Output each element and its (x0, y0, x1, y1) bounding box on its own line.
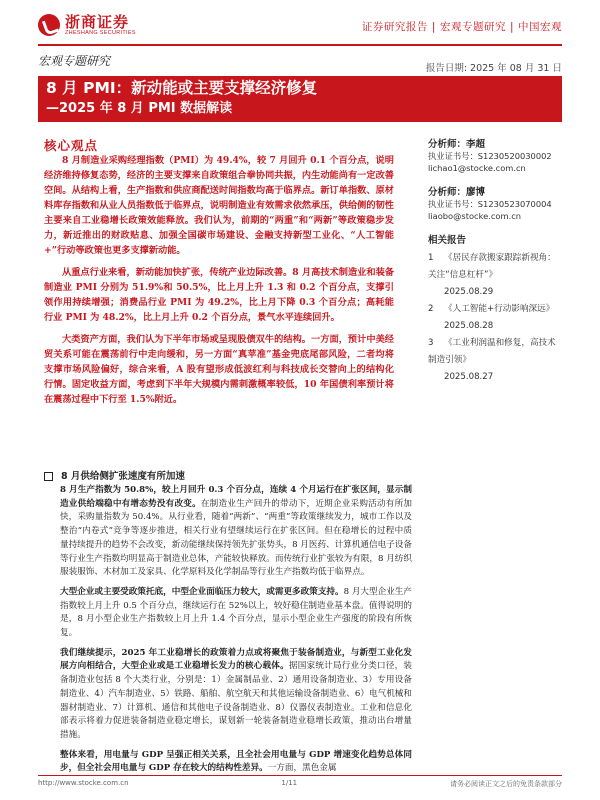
report-date: 报告日期: 2025 年 08 月 31 日 (425, 63, 562, 74)
analyst-card (428, 184, 564, 222)
logo-name-en: ZHESHANG SECURITIES (65, 30, 136, 36)
related-report-link[interactable]: 3 《工业利润温和修复，高技术制造引领》 2025.08.27 (428, 338, 556, 382)
related-reports-heading: 相关报告 (428, 235, 467, 246)
page-footer (38, 779, 562, 789)
logo-name-cn: 浙商证券 (65, 13, 130, 31)
header-divider (38, 44, 562, 46)
body-paragraph: 整体来看，用电量与 GDP 呈强正相关关系，且全社会用电量与 GDP 增速变化趋势总体同步，但全社会用电量与 GDP 存在较大的结构性差异。一方面，黑色金属 (60, 749, 412, 774)
analyst-email-link[interactable]: liaobo@stocke.com.cn (428, 211, 522, 221)
related-report-link[interactable]: 2 《人工智能+行动影响深远》 2025.08.28 (428, 304, 555, 331)
key-points-heading: 核心观点 (44, 138, 99, 153)
page-number: 1/11 (281, 779, 298, 787)
footer-website-link[interactable]: http://www.stocke.com.cn (38, 779, 129, 787)
analyst-name: 分析师：廖博 (428, 187, 486, 198)
tag-report-type: 证券研究报告 (361, 21, 428, 33)
report-category-tags: 证券研究报告 | 宏观专题研究 | 中国宏观 (361, 21, 562, 33)
tag-report-series: 宏观专题研究 (439, 21, 506, 33)
title-banner (38, 76, 562, 122)
sidebar (428, 136, 564, 386)
analyst-name: 分析师：李超 (428, 139, 486, 150)
key-points-body (44, 153, 394, 414)
body-paragraph: 大型企业或主要受政策托底，中型企业面临压力较大，或需更多政策支持。8 月大型企业生产指数较上月上升 0.5 个百分点，继续运行在 52%以上，较好稳住制造业基本盘。值得说明的是，8 月小型企业生产指数较上月上升 1.4 个百分点，显示小型企业生产强度的阶段有所恢复。 (60, 586, 412, 639)
report-title: 8 月 PMI：新动能或主要支撑经济修复 (46, 79, 318, 97)
key-point-paragraph: 8 月制造业采购经理指数（PMI）为 49.4%，较 7 月回升 0.1 个百分点，说明经济维持修复态势，经济的主要支撑来自政策组合拳协同共振，内生动能尚有一定改善空间。从结构上看，生产指数和供应商配送时间指数均高于临界点。新订单指数、原材料库存指数和从业人员指数低于临界点，说明制造业有效需求依然承压，供给侧的韧性主要来自工业稳增长政策效能释放。我们认为，前期的“两重”和“两新”等政策稳步发力，新近推出的财政贴息、加强全国碳市场建设、金融支持新型工业化、“人工智能+”行动等政策也更多支撑新动能。 (44, 155, 394, 256)
analyst-email-link[interactable]: lichao1@stocke.com.cn (428, 163, 526, 173)
section-heading: 8 月供给侧扩张速度有所加速 (44, 468, 414, 482)
footer-disclaimer: 请务必阅读正文之后的免责条款部分 (449, 780, 562, 788)
tag-report-region: 中国宏观 (518, 21, 562, 33)
checkbox-bullet-icon (44, 472, 53, 481)
section-tag: 宏观专题研究 (38, 54, 111, 68)
brand-logo (38, 14, 136, 36)
body-paragraph: 8 月生产指数为 50.8%，较上月回升 0.3 个百分点，连续 4 个月运行在扩张区间，显示制造业供给端稳中有增态势没有改变。在制造业生产回升的带动下，近期企业采购活动有所加快，采购量指数为 50.4%。从行业看，随着“两新”、“两重”等政策继续发力，城市工作以及整治“内卷式”竞争等逐步推进，相关行业有望继续运行在扩张区间。但在稳增长的过程中质量持续提升的趋势不会改变，新动能继续保持领先扩张势头，8 月医药、计算机通信电子设备等行业生产指数均明显高于制造业总体，产能较快释放。而传统行业扩张较为有限，8 月纺织服装服饰、木材加工及家具、化学原料及化学制品等行业生产指数均低于临界点。 (60, 485, 412, 578)
analyst-cert: 执业证书号：S1230523070004 (428, 199, 552, 209)
body-paragraph: 我们继续提示，2025 年工业稳增长的政策着力点或将聚焦于装备制造业，与新型工业化发展方向相结合，大型企业或是工业稳增长发力的核心载体。据国家统计局行业分类口径，装备制造业包括 8 个大类行业，分别是：1）金属制品业、2）通用设备制造业、3）专用设备制造业、4）汽车制造业、5）铁路、船舶、航空航天和其他运输设备制造业、6）电气机械和器材制造业、7）计算机、通信和其他电子设备制造业、8）仪器仪表制造业。工业和信息化部表示将着力促进装备制造业稳定增长，谋划新一轮装备制造业稳增长政策，推动出台增量措施。 (60, 647, 412, 740)
report-subtitle: —2025 年 8 月 PMI 数据解读 (46, 101, 233, 116)
analyst-cert: 执业证书号：S1230520030002 (428, 151, 552, 161)
key-point-paragraph: 从重点行业来看，新动能加快扩张，传统产业边际改善。8 月高技术制造业和装备制造业 PMI 分别为 51.9%和 50.5%，比上月上升 1.3 和 0.2 个百分点，支撑引领作用持续增强；消费品行业 PMI 为 49.2%，比上月下降 0.3 个百分点；高耗能行业 PMI 为 48.2%，比上月上升 0.2 个百分点，景气水平连续回升。 (44, 267, 394, 323)
key-point-paragraph: 大类资产方面，我们认为下半年市场或呈现股债双牛的结构。一方面，预计中美经贸关系可能在震荡前行中走向缓和，另一方面“真苹准”基金兜底尾部风险，二者均将支撑市场风险偏好，综合来看，A 股有望形成低波红利与科技成长交替向上的结构化行情。固定收益方面，考虑到下半年大规模内需刺激概率较低，10 年国债利率预计将在震荡过程中下行至 1.5%附近。 (44, 334, 394, 405)
analyst-card (428, 136, 564, 174)
logo-icon (38, 14, 60, 36)
section-body (60, 484, 412, 782)
related-report-link[interactable]: 1 《居民存款搬家跟踪新视角：关注“信息杠杆”》 2025.08.29 (428, 253, 556, 297)
footer-divider (38, 775, 562, 776)
